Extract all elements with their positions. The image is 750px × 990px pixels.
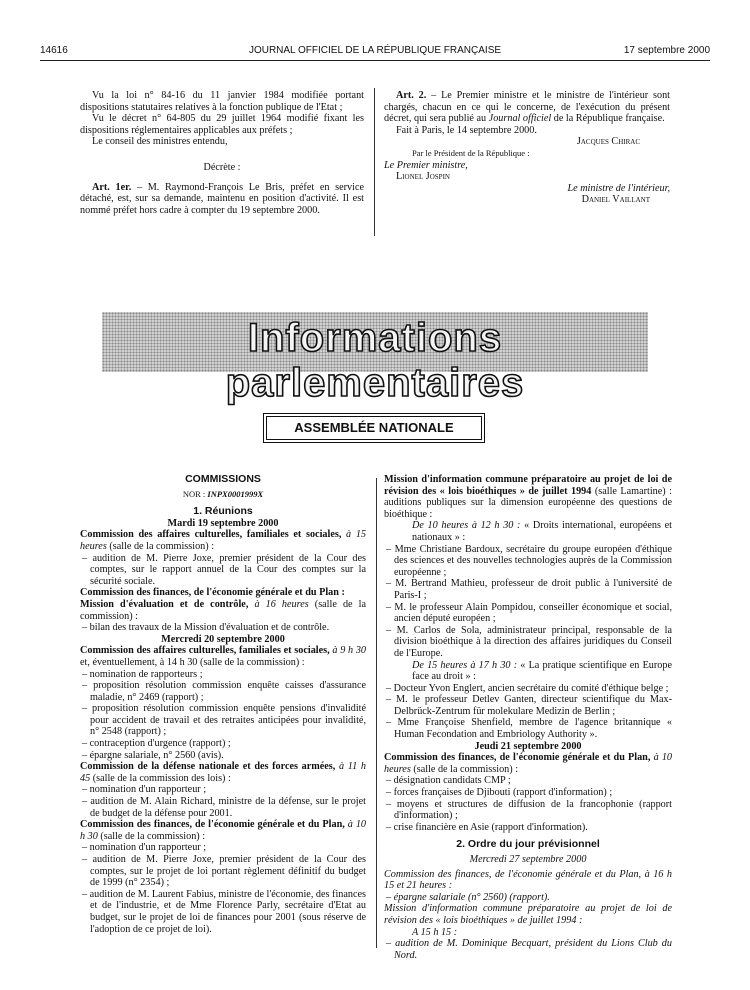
signatory-president: Jacques Chirac xyxy=(576,136,640,148)
audition-item: – Mme Françoise Shenfield, membre de l'agence britannique « Human Fecondation and Embriology Authority ». xyxy=(386,717,672,741)
agenda-item: – crise financière en Asie (rapport d'information). xyxy=(386,821,588,833)
page-header xyxy=(40,40,710,61)
column-separator xyxy=(376,478,377,948)
mission-bioethique: Mission d'information commune préparatoire au projet de loi de révision des « lois bioéthiques » de juillet 1994 (salle Lamartine) : auditions publiques sur la dimension européenne des questions de bioéthique : xyxy=(384,474,672,520)
audition-item: – M. le professeur Detlev Ganten, directeur scientifique du Max-Delbrück-Zentrum für molekulare Medizin de Berlin ; xyxy=(386,694,672,717)
article-1-text: – M. Raymond-François Le Bris, préfet en service détaché, est, sur sa demande, maintenu en position d'activité. Il est nommé préfet hors cadre à compter du 19 septembre 2000. xyxy=(80,181,364,216)
signatory-vaillant: Daniel Vaillant xyxy=(581,194,650,206)
agenda-item: – audition de M. Laurent Fabius, ministre de l'économie, des finances et de l'industrie, et de Mme Florence Parly, secrétaire d'Etat au budget, sur le projet de loi de finances pour 2001 (sous réserve de l'adoption de ce projet de loi). xyxy=(82,888,366,935)
commission-defense: Commission de la défense nationale et des forces armées, à 11 h 45 (salle de la commission des lois) : xyxy=(80,761,366,784)
commission-finances-2: Commission des finances, de l'économie générale et du Plan, à 10 h 30 (salle de la commission) : xyxy=(80,819,367,842)
page-number: 14616 xyxy=(40,45,68,56)
par-le-president: Par le Président de la République : xyxy=(412,147,530,158)
banner-title: Informations parlementaires xyxy=(225,316,525,405)
decrete-heading: Décrète : xyxy=(203,161,241,173)
nor-line: NOR : INPX0001999X xyxy=(182,488,264,499)
agenda-item: – forces françaises de Djibouti (rapport d'information) ; xyxy=(386,787,613,799)
agenda-item: – audition de M. Pierre Joxe, premier président de la Cour des comptes, sur le rapport annuel de la Cour des comptes sur la sécurité sociale. xyxy=(82,552,366,587)
agenda-item: – nomination d'un rapporteur ; xyxy=(82,842,207,854)
premier-ministre-title: Le Premier ministre, xyxy=(384,159,468,171)
article-1 xyxy=(80,182,364,217)
article-1-label: Art. 1er. xyxy=(92,181,132,193)
commission-finances-3: Commission des finances, de l'économie générale et du Plan, à 10 heures (salle de la commission) : xyxy=(384,752,673,775)
audition-item: – M. Carlos de Sola, administrateur principal, responsable de la division bioéthique à la direction des affaires juridiques du Conseil de l'Europe. xyxy=(386,624,672,659)
session-time-2: De 15 heures à 17 h 30 : « La pratique scientifique en Europe face au droit » : xyxy=(412,659,672,683)
agenda-item: – audition de M. Alain Richard, ministre de la défense, sur le projet de budget de la défense pour 2001. xyxy=(82,796,366,819)
ordre-item: – audition de M. Dominique Becquart, président du Lions Club du Nord. xyxy=(386,938,672,961)
section-banner xyxy=(102,312,648,405)
commission-affaires-culturelles-2: Commission des affaires culturelles, familiales et sociales, à 9 h 30 et, éventuellement, à 14 h 30 (salle de la commission) : xyxy=(80,645,366,668)
day-jeudi: Jeudi 21 septembre 2000 xyxy=(474,740,582,752)
commissions-right-column xyxy=(384,474,672,961)
agenda-item: – épargne salariale, n° 2560 (avis). xyxy=(82,749,224,761)
ordre-item: – épargne salariale (n° 2560) (rapport). xyxy=(386,891,550,903)
agenda-item: – proposition résolution commission enquête pensions d'invalidité pour accident de travail et des retraites anticipées pour invalidité, n° 2548 (rapport) ; xyxy=(82,703,366,738)
agenda-item: – nomination de rapporteurs ; xyxy=(82,668,203,680)
commission-finances: Commission des finances, de l'économie générale et du Plan : xyxy=(80,587,345,599)
audition-item: – Mme Christiane Bardoux, secrétaire du groupe européen d'éthique des sciences et des nouvelles technologies auprès de la Commission européenne ; xyxy=(386,543,672,578)
ordre-du-jour-heading: 2. Ordre du jour prévisionnel xyxy=(456,838,600,851)
ordre-time: A 15 h 15 : xyxy=(412,926,458,938)
commissions-left-column xyxy=(80,474,366,935)
day-mercredi: Mercredi 20 septembre 2000 xyxy=(161,633,285,645)
agenda-item: – nomination d'un rapporteur ; xyxy=(82,784,207,796)
journal-officiel: Journal officiel xyxy=(488,113,552,125)
nor-value: INPX0001999X xyxy=(207,488,264,499)
agenda-item: – audition de M. Pierre Joxe, premier président de la Cour des comptes, sur le projet de loi portant règlement définitif du budget de 1999 (n° 2354) ; xyxy=(82,854,366,889)
commissions-heading: COMMISSIONS xyxy=(185,473,261,485)
session-time-1: De 10 heures à 12 h 30 : « Droits international, européens et nationaux » : xyxy=(412,520,672,543)
decree-left-column xyxy=(80,90,364,216)
ordre-commission-finances: Commission des finances, de l'économie générale et du Plan, à 16 h 15 et 21 heures : xyxy=(384,868,672,892)
article-2: Art. 2. – Le Premier ministre et le ministre de l'intérieur sont chargés, chacun en ce qui le concerne, de l'exécution du présent décret, qui sera publié au Journal officiel de la République française. xyxy=(384,90,670,125)
fait-a-paris: Fait à Paris, le 14 septembre 2000. xyxy=(396,124,537,136)
agenda-item: – désignation candidats CMP ; xyxy=(386,775,511,787)
vu-loi: Vu la loi n° 84-16 du 11 janvier 1984 modifiée portant dispositions statutaires relatives à la fonction publique de l'Etat ; xyxy=(80,90,364,113)
ordre-mission: Mission d'information commune préparatoire au projet de loi de révision des « lois bioéthiques » de juillet 1994 : xyxy=(384,903,672,926)
article-2-label: Art. 2. xyxy=(396,90,427,101)
audition-item: – Docteur Yvon Englert, ancien secrétaire du comité d'éthique belge ; xyxy=(386,682,669,694)
reunions-heading: 1. Réunions xyxy=(193,505,253,518)
day-mercredi-27: Mercredi 27 septembre 2000 xyxy=(469,854,587,865)
vu-decret: Vu le décret n° 64-805 du 29 juillet 1964 modifié fixant les dispositions réglementaires applicables aux préfets ; xyxy=(80,113,364,136)
audition-item: – M. Bertrand Mathieu, professeur de droit public à l'université de Paris-I ; xyxy=(386,578,672,601)
issue-date: 17 septembre 2000 xyxy=(623,45,710,56)
conseil-entendu: Le conseil des ministres entendu, xyxy=(92,136,228,148)
decree-right-column xyxy=(384,90,670,206)
agenda-item: – moyens et structures de diffusion de la francophonie (rapport d'information) ; xyxy=(386,798,672,822)
agenda-item: – proposition résolution commission enquête caisses d'assurance maladie, n° 2469 (rapport) ; xyxy=(82,680,366,703)
signatory-jospin: Lionel Jospin xyxy=(396,171,450,183)
journal-title: JOURNAL OFFICIEL DE LA RÉPUBLIQUE FRANÇAISE xyxy=(248,45,502,56)
column-separator xyxy=(374,88,375,236)
mission-evaluation: Mission d'évaluation et de contrôle, à 16 heures (salle de la commission) : xyxy=(80,598,366,622)
commission-affaires-culturelles: Commission des affaires culturelles, familiales et sociales, à 15 heures (salle de la commission) : xyxy=(80,529,366,552)
ministre-interieur-title: Le ministre de l'intérieur, xyxy=(567,182,670,194)
assembly-title-box: ASSEMBLÉE NATIONALE xyxy=(266,416,482,440)
audition-item: – M. le professeur Alain Pompidou, conseiller économique et social, ancien député européen ; xyxy=(386,601,672,625)
day-mardi: Mardi 19 septembre 2000 xyxy=(167,517,279,529)
agenda-item: – contraception d'urgence (rapport) ; xyxy=(82,738,231,750)
agenda-item: – bilan des travaux de la Mission d'évaluation et de contrôle. xyxy=(82,622,330,634)
